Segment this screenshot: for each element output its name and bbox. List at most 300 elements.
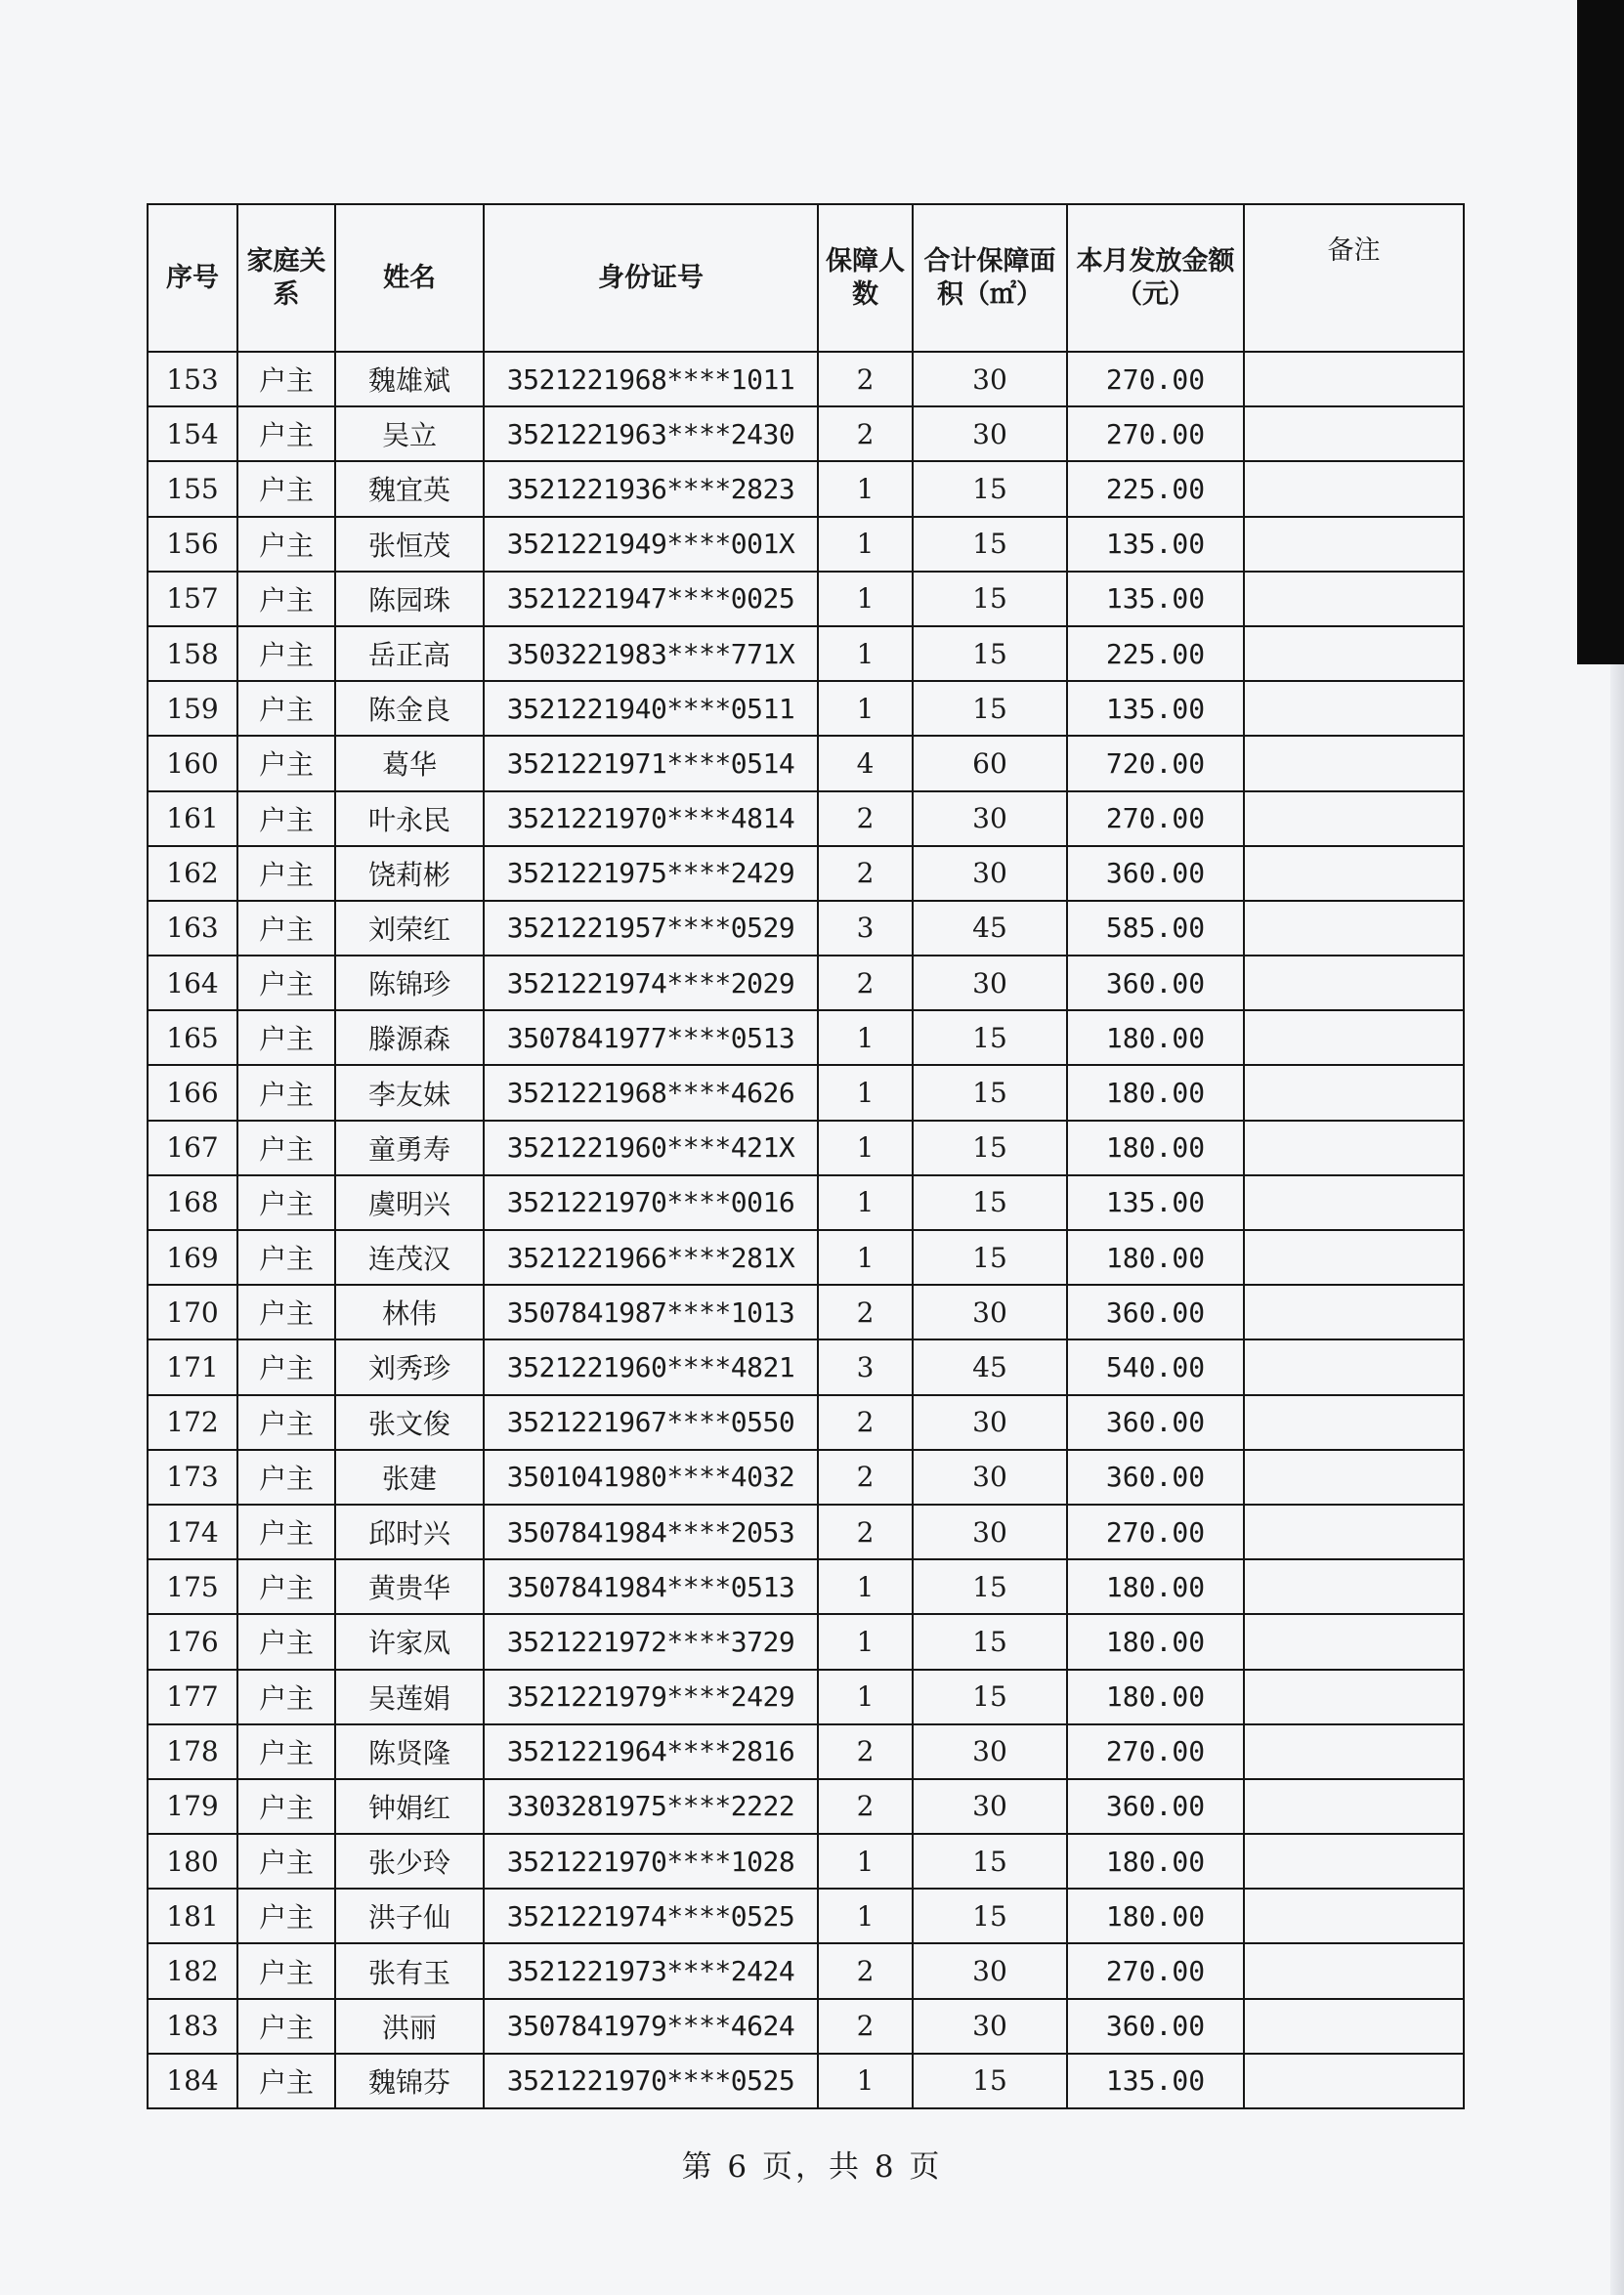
table-row xyxy=(148,1614,1464,1669)
table-row xyxy=(148,1505,1464,1559)
cell-persons: 2 xyxy=(818,1779,913,1834)
cell-amount: 180.00 xyxy=(1067,1889,1244,1943)
cell-persons: 4 xyxy=(818,736,913,790)
cell-remark xyxy=(1244,1559,1464,1614)
cell-relation: 户主 xyxy=(237,1559,335,1614)
cell-amount: 180.00 xyxy=(1067,1230,1244,1285)
header-id-number: 身份证号 xyxy=(484,204,818,352)
cell-persons: 3 xyxy=(818,901,913,956)
cell-area: 15 xyxy=(913,461,1067,516)
cell-id-number: 3521221967****0550 xyxy=(484,1395,818,1450)
cell-name: 张文俊 xyxy=(335,1395,484,1450)
cell-amount: 360.00 xyxy=(1067,1285,1244,1339)
cell-id-number: 3521221947****0025 xyxy=(484,572,818,626)
cell-remark xyxy=(1244,517,1464,572)
table-row xyxy=(148,1559,1464,1614)
cell-amount: 180.00 xyxy=(1067,1559,1244,1614)
header-persons: 保障人数 xyxy=(818,204,913,352)
cell-relation: 户主 xyxy=(237,1121,335,1175)
cell-remark xyxy=(1244,1614,1464,1669)
cell-relation: 户主 xyxy=(237,1779,335,1834)
cell-area: 15 xyxy=(913,1065,1067,1120)
cell-seq: 155 xyxy=(148,461,237,516)
cell-remark xyxy=(1244,406,1464,461)
cell-amount: 585.00 xyxy=(1067,901,1244,956)
cell-amount: 270.00 xyxy=(1067,791,1244,846)
cell-id-number: 3521221970****1028 xyxy=(484,1834,818,1889)
cell-name: 张少玲 xyxy=(335,1834,484,1889)
cell-area: 15 xyxy=(913,1121,1067,1175)
cell-relation: 户主 xyxy=(237,1943,335,1998)
cell-relation: 户主 xyxy=(237,1670,335,1724)
cell-seq: 180 xyxy=(148,1834,237,1889)
cell-name: 黄贵华 xyxy=(335,1559,484,1614)
table-row xyxy=(148,956,1464,1010)
cell-name: 李友妹 xyxy=(335,1065,484,1120)
cell-name: 邱时兴 xyxy=(335,1505,484,1559)
cell-amount: 720.00 xyxy=(1067,736,1244,790)
cell-id-number: 3521221979****2429 xyxy=(484,1670,818,1724)
cell-id-number: 3507841984****2053 xyxy=(484,1505,818,1559)
cell-remark xyxy=(1244,1175,1464,1230)
cell-relation: 户主 xyxy=(237,572,335,626)
cell-remark xyxy=(1244,1395,1464,1450)
table-row xyxy=(148,846,1464,901)
cell-persons: 2 xyxy=(818,1505,913,1559)
cell-name: 钟娟红 xyxy=(335,1779,484,1834)
table-row xyxy=(148,1943,1464,1998)
cell-name: 刘荣红 xyxy=(335,901,484,956)
cell-persons: 1 xyxy=(818,1010,913,1065)
cell-amount: 270.00 xyxy=(1067,406,1244,461)
table-row xyxy=(148,626,1464,681)
cell-amount: 270.00 xyxy=(1067,1943,1244,1998)
cell-area: 30 xyxy=(913,352,1067,406)
cell-amount: 360.00 xyxy=(1067,846,1244,901)
cell-amount: 360.00 xyxy=(1067,1395,1244,1450)
cell-amount: 135.00 xyxy=(1067,572,1244,626)
cell-name: 滕源森 xyxy=(335,1010,484,1065)
cell-name: 陈锦珍 xyxy=(335,956,484,1010)
cell-area: 30 xyxy=(913,956,1067,1010)
table-body xyxy=(148,352,1464,2108)
cell-area: 15 xyxy=(913,1670,1067,1724)
table-row xyxy=(148,1010,1464,1065)
header-remark: 备注 xyxy=(1244,204,1464,352)
cell-relation: 户主 xyxy=(237,406,335,461)
cell-relation: 户主 xyxy=(237,1614,335,1669)
cell-name: 陈园珠 xyxy=(335,572,484,626)
cell-relation: 户主 xyxy=(237,736,335,790)
cell-seq: 176 xyxy=(148,1614,237,1669)
cell-id-number: 3521221964****2816 xyxy=(484,1724,818,1779)
cell-persons: 2 xyxy=(818,1999,913,2054)
cell-area: 30 xyxy=(913,1395,1067,1450)
cell-seq: 169 xyxy=(148,1230,237,1285)
cell-id-number: 3521221971****0514 xyxy=(484,736,818,790)
cell-id-number: 3521221957****0529 xyxy=(484,901,818,956)
cell-relation: 户主 xyxy=(237,901,335,956)
cell-area: 15 xyxy=(913,1175,1067,1230)
cell-amount: 270.00 xyxy=(1067,1505,1244,1559)
cell-relation: 户主 xyxy=(237,1724,335,1779)
cell-name: 虞明兴 xyxy=(335,1175,484,1230)
table-row xyxy=(148,901,1464,956)
table-row xyxy=(148,461,1464,516)
cell-relation: 户主 xyxy=(237,1065,335,1120)
cell-seq: 174 xyxy=(148,1505,237,1559)
scan-border-dark xyxy=(1577,0,1624,664)
cell-seq: 160 xyxy=(148,736,237,790)
cell-seq: 168 xyxy=(148,1175,237,1230)
cell-persons: 2 xyxy=(818,791,913,846)
cell-area: 60 xyxy=(913,736,1067,790)
table-header xyxy=(148,204,1464,352)
cell-seq: 177 xyxy=(148,1670,237,1724)
cell-id-number: 3521221968****1011 xyxy=(484,352,818,406)
cell-relation: 户主 xyxy=(237,517,335,572)
cell-name: 洪子仙 xyxy=(335,1889,484,1943)
table-row xyxy=(148,736,1464,790)
cell-persons: 2 xyxy=(818,1943,913,1998)
cell-remark xyxy=(1244,1121,1464,1175)
cell-relation: 户主 xyxy=(237,681,335,736)
cell-id-number: 3521221970****0016 xyxy=(484,1175,818,1230)
cell-seq: 165 xyxy=(148,1010,237,1065)
cell-persons: 1 xyxy=(818,1559,913,1614)
cell-remark xyxy=(1244,1065,1464,1120)
cell-amount: 180.00 xyxy=(1067,1834,1244,1889)
cell-seq: 170 xyxy=(148,1285,237,1339)
table-row xyxy=(148,1230,1464,1285)
cell-seq: 172 xyxy=(148,1395,237,1450)
cell-id-number: 3521221974****0525 xyxy=(484,1889,818,1943)
table-row xyxy=(148,1339,1464,1394)
cell-persons: 2 xyxy=(818,1285,913,1339)
table-row xyxy=(148,1889,1464,1943)
header-area: 合计保障面积（㎡） xyxy=(913,204,1067,352)
cell-amount: 180.00 xyxy=(1067,1614,1244,1669)
cell-id-number: 3501041980****4032 xyxy=(484,1450,818,1505)
cell-persons: 1 xyxy=(818,2054,913,2108)
cell-persons: 1 xyxy=(818,681,913,736)
cell-seq: 163 xyxy=(148,901,237,956)
cell-persons: 1 xyxy=(818,461,913,516)
cell-name: 岳正高 xyxy=(335,626,484,681)
table-row xyxy=(148,406,1464,461)
cell-name: 刘秀珍 xyxy=(335,1339,484,1394)
cell-seq: 164 xyxy=(148,956,237,1010)
cell-id-number: 3521221936****2823 xyxy=(484,461,818,516)
cell-persons: 1 xyxy=(818,1889,913,1943)
cell-seq: 171 xyxy=(148,1339,237,1394)
cell-area: 30 xyxy=(913,791,1067,846)
cell-seq: 161 xyxy=(148,791,237,846)
cell-id-number: 3521221975****2429 xyxy=(484,846,818,901)
scan-border-shadow xyxy=(1610,664,1624,2295)
cell-seq: 182 xyxy=(148,1943,237,1998)
cell-area: 15 xyxy=(913,517,1067,572)
cell-remark xyxy=(1244,461,1464,516)
cell-area: 15 xyxy=(913,1010,1067,1065)
cell-persons: 1 xyxy=(818,626,913,681)
cell-name: 童勇寿 xyxy=(335,1121,484,1175)
cell-id-number: 3521221974****2029 xyxy=(484,956,818,1010)
cell-name: 吴立 xyxy=(335,406,484,461)
header-name: 姓名 xyxy=(335,204,484,352)
cell-persons: 2 xyxy=(818,956,913,1010)
cell-amount: 135.00 xyxy=(1067,2054,1244,2108)
cell-persons: 1 xyxy=(818,1834,913,1889)
cell-seq: 175 xyxy=(148,1559,237,1614)
cell-amount: 180.00 xyxy=(1067,1010,1244,1065)
cell-relation: 户主 xyxy=(237,956,335,1010)
cell-seq: 156 xyxy=(148,517,237,572)
cell-name: 张建 xyxy=(335,1450,484,1505)
cell-relation: 户主 xyxy=(237,1889,335,1943)
table-row xyxy=(148,1065,1464,1120)
cell-remark xyxy=(1244,901,1464,956)
cell-remark xyxy=(1244,2054,1464,2108)
cell-remark xyxy=(1244,1889,1464,1943)
cell-remark xyxy=(1244,1834,1464,1889)
cell-remark xyxy=(1244,1010,1464,1065)
table-row xyxy=(148,1779,1464,1834)
cell-amount: 225.00 xyxy=(1067,626,1244,681)
cell-name: 连茂汉 xyxy=(335,1230,484,1285)
cell-amount: 135.00 xyxy=(1067,517,1244,572)
cell-area: 15 xyxy=(913,626,1067,681)
table-row xyxy=(148,1285,1464,1339)
cell-remark xyxy=(1244,1999,1464,2054)
cell-id-number: 3507841979****4624 xyxy=(484,1999,818,2054)
cell-area: 15 xyxy=(913,1889,1067,1943)
cell-id-number: 3521221940****0511 xyxy=(484,681,818,736)
cell-name: 林伟 xyxy=(335,1285,484,1339)
cell-name: 陈贤隆 xyxy=(335,1724,484,1779)
cell-relation: 户主 xyxy=(237,1175,335,1230)
cell-name: 魏锦芬 xyxy=(335,2054,484,2108)
cell-remark xyxy=(1244,791,1464,846)
cell-remark xyxy=(1244,626,1464,681)
cell-persons: 1 xyxy=(818,1670,913,1724)
cell-amount: 540.00 xyxy=(1067,1339,1244,1394)
cell-id-number: 3521221963****2430 xyxy=(484,406,818,461)
cell-name: 葛华 xyxy=(335,736,484,790)
cell-relation: 户主 xyxy=(237,1285,335,1339)
cell-persons: 2 xyxy=(818,1395,913,1450)
cell-amount: 180.00 xyxy=(1067,1121,1244,1175)
table-row xyxy=(148,791,1464,846)
cell-name: 张有玉 xyxy=(335,1943,484,1998)
cell-relation: 户主 xyxy=(237,1230,335,1285)
header-relation: 家庭关系 xyxy=(237,204,335,352)
header-seq: 序号 xyxy=(148,204,237,352)
cell-relation: 户主 xyxy=(237,1339,335,1394)
table-row xyxy=(148,572,1464,626)
cell-area: 15 xyxy=(913,572,1067,626)
cell-relation: 户主 xyxy=(237,1999,335,2054)
cell-name: 叶永民 xyxy=(335,791,484,846)
cell-relation: 户主 xyxy=(237,1834,335,1889)
cell-name: 许家凤 xyxy=(335,1614,484,1669)
cell-area: 15 xyxy=(913,1559,1067,1614)
cell-remark xyxy=(1244,681,1464,736)
cell-area: 30 xyxy=(913,1505,1067,1559)
cell-amount: 180.00 xyxy=(1067,1670,1244,1724)
cell-seq: 173 xyxy=(148,1450,237,1505)
cell-area: 30 xyxy=(913,1450,1067,1505)
header-row xyxy=(148,204,1464,352)
cell-relation: 户主 xyxy=(237,626,335,681)
cell-amount: 135.00 xyxy=(1067,681,1244,736)
cell-persons: 1 xyxy=(818,1230,913,1285)
cell-remark xyxy=(1244,956,1464,1010)
cell-seq: 183 xyxy=(148,1999,237,2054)
cell-amount: 360.00 xyxy=(1067,1779,1244,1834)
cell-seq: 184 xyxy=(148,2054,237,2108)
cell-remark xyxy=(1244,1230,1464,1285)
cell-relation: 户主 xyxy=(237,1010,335,1065)
cell-remark xyxy=(1244,572,1464,626)
cell-id-number: 3521221960****421X xyxy=(484,1121,818,1175)
cell-relation: 户主 xyxy=(237,1450,335,1505)
table-row xyxy=(148,1670,1464,1724)
cell-remark xyxy=(1244,1779,1464,1834)
cell-persons: 2 xyxy=(818,1450,913,1505)
table-row xyxy=(148,1121,1464,1175)
cell-remark xyxy=(1244,1943,1464,1998)
header-amount: 本月发放金额（元） xyxy=(1067,204,1244,352)
cell-persons: 1 xyxy=(818,1121,913,1175)
cell-relation: 户主 xyxy=(237,2054,335,2108)
cell-persons: 1 xyxy=(818,1175,913,1230)
cell-amount: 180.00 xyxy=(1067,1065,1244,1120)
cell-id-number: 3521221966****281X xyxy=(484,1230,818,1285)
cell-id-number: 3303281975****2222 xyxy=(484,1779,818,1834)
cell-remark xyxy=(1244,1670,1464,1724)
cell-name: 洪丽 xyxy=(335,1999,484,2054)
cell-name: 张恒茂 xyxy=(335,517,484,572)
cell-id-number: 3507841987****1013 xyxy=(484,1285,818,1339)
table-row xyxy=(148,1834,1464,1889)
cell-area: 15 xyxy=(913,1230,1067,1285)
table-row xyxy=(148,1999,1464,2054)
cell-relation: 户主 xyxy=(237,791,335,846)
cell-persons: 3 xyxy=(818,1339,913,1394)
table-row xyxy=(148,2054,1464,2108)
table-row xyxy=(148,681,1464,736)
cell-id-number: 3521221970****0525 xyxy=(484,2054,818,2108)
cell-id-number: 3521221949****001X xyxy=(484,517,818,572)
cell-persons: 1 xyxy=(818,1614,913,1669)
cell-persons: 2 xyxy=(818,406,913,461)
cell-seq: 167 xyxy=(148,1121,237,1175)
cell-relation: 户主 xyxy=(237,352,335,406)
cell-name: 吴莲娟 xyxy=(335,1670,484,1724)
cell-amount: 360.00 xyxy=(1067,1450,1244,1505)
table-row xyxy=(148,1450,1464,1505)
cell-seq: 159 xyxy=(148,681,237,736)
cell-name: 陈金良 xyxy=(335,681,484,736)
cell-persons: 1 xyxy=(818,517,913,572)
cell-id-number: 3507841984****0513 xyxy=(484,1559,818,1614)
cell-seq: 179 xyxy=(148,1779,237,1834)
page-number: 第 6 页，共 8 页 xyxy=(681,2149,943,2185)
subsidy-roster-table xyxy=(147,203,1465,2109)
cell-relation: 户主 xyxy=(237,461,335,516)
cell-remark xyxy=(1244,846,1464,901)
cell-remark xyxy=(1244,1450,1464,1505)
cell-seq: 153 xyxy=(148,352,237,406)
cell-amount: 360.00 xyxy=(1067,956,1244,1010)
cell-seq: 157 xyxy=(148,572,237,626)
cell-relation: 户主 xyxy=(237,1505,335,1559)
cell-remark xyxy=(1244,736,1464,790)
cell-area: 15 xyxy=(913,1614,1067,1669)
cell-area: 45 xyxy=(913,901,1067,956)
cell-remark xyxy=(1244,352,1464,406)
cell-area: 30 xyxy=(913,846,1067,901)
cell-amount: 135.00 xyxy=(1067,1175,1244,1230)
cell-amount: 225.00 xyxy=(1067,461,1244,516)
cell-relation: 户主 xyxy=(237,1395,335,1450)
cell-area: 30 xyxy=(913,1779,1067,1834)
cell-seq: 158 xyxy=(148,626,237,681)
cell-area: 30 xyxy=(913,1943,1067,1998)
cell-seq: 181 xyxy=(148,1889,237,1943)
cell-id-number: 3521221968****4626 xyxy=(484,1065,818,1120)
cell-id-number: 3521221970****4814 xyxy=(484,791,818,846)
cell-id-number: 3521221972****3729 xyxy=(484,1614,818,1669)
cell-amount: 270.00 xyxy=(1067,1724,1244,1779)
cell-amount: 360.00 xyxy=(1067,1999,1244,2054)
table-row xyxy=(148,352,1464,406)
table-row xyxy=(148,517,1464,572)
cell-name: 魏宜英 xyxy=(335,461,484,516)
cell-persons: 2 xyxy=(818,352,913,406)
cell-area: 15 xyxy=(913,2054,1067,2108)
cell-area: 30 xyxy=(913,1999,1067,2054)
cell-area: 30 xyxy=(913,1724,1067,1779)
cell-area: 15 xyxy=(913,1834,1067,1889)
cell-id-number: 3521221973****2424 xyxy=(484,1943,818,1998)
cell-seq: 178 xyxy=(148,1724,237,1779)
cell-remark xyxy=(1244,1285,1464,1339)
table-row xyxy=(148,1175,1464,1230)
cell-area: 45 xyxy=(913,1339,1067,1394)
cell-remark xyxy=(1244,1339,1464,1394)
cell-persons: 2 xyxy=(818,846,913,901)
cell-name: 饶莉彬 xyxy=(335,846,484,901)
cell-area: 30 xyxy=(913,1285,1067,1339)
cell-amount: 270.00 xyxy=(1067,352,1244,406)
cell-persons: 1 xyxy=(818,572,913,626)
cell-seq: 166 xyxy=(148,1065,237,1120)
cell-area: 15 xyxy=(913,681,1067,736)
cell-seq: 154 xyxy=(148,406,237,461)
cell-id-number: 3521221960****4821 xyxy=(484,1339,818,1394)
cell-relation: 户主 xyxy=(237,846,335,901)
cell-area: 30 xyxy=(913,406,1067,461)
cell-id-number: 3503221983****771X xyxy=(484,626,818,681)
cell-persons: 1 xyxy=(818,1065,913,1120)
cell-remark xyxy=(1244,1505,1464,1559)
cell-persons: 2 xyxy=(818,1724,913,1779)
cell-remark xyxy=(1244,1724,1464,1779)
cell-name: 魏雄斌 xyxy=(335,352,484,406)
cell-id-number: 3507841977****0513 xyxy=(484,1010,818,1065)
